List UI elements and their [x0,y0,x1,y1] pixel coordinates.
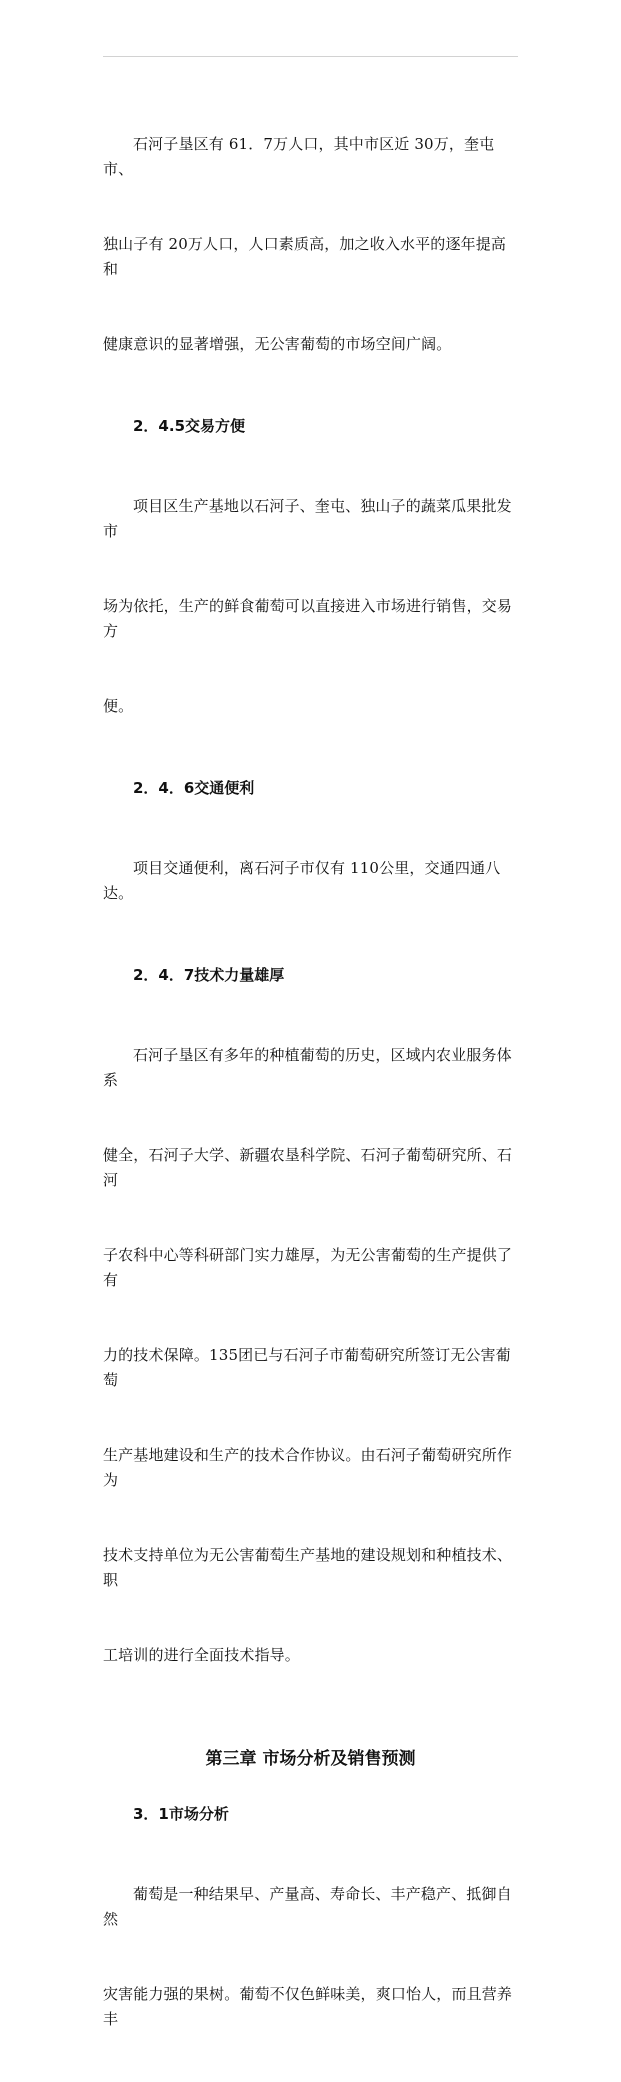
text-line: 独山子有 20万人口，人口素质高，加之收入水平的逐年提高和 [103,235,507,278]
text-line: 健全，石河子大学、新疆农垦科学院、石河子葡萄研究所、石河 [103,1146,513,1189]
text-line: 技术支持单位为无公害葡萄生产基地的建设规划和种植技术、职 [103,1546,513,1589]
text-line: 健康意识的显著增强，无公害葡萄的市场空间广阔。 [103,335,452,353]
document-body [103,82,518,2082]
text-line: 生产基地建设和生产的技术合作协议。由石河子葡萄研究所作为 [103,1446,513,1489]
text-line: 石河子垦区有多年的种植葡萄的历史，区域内农业服务体系 [103,1046,512,1089]
header-rule [103,56,518,57]
text-line: 项目交通便利，离石河子市仅有 110公里，交通四通八达。 [103,859,501,902]
text-line: 便。 [103,697,134,715]
paragraph-market [103,1832,518,2082]
text-line: 项目区生产基地以石河子、奎屯、独山子的蔬菜瓜果批发市 [103,497,512,540]
section-heading-3-1: 3．1市场分析 [133,1805,229,1823]
text-line: 力的技术保障。135团已与石河子市葡萄研究所签订无公害葡萄 [103,1346,511,1389]
text-line: 场为依托，生产的鲜食葡萄可以直接进入市场进行销售，交易方 [103,597,513,640]
section-heading-2-4-5: 2．4.5交易方便 [133,417,246,435]
section-heading-2-4-6: 2．4．6交通便利 [133,779,255,797]
text-line: 石河子垦区有 61．7万人口，其中市区近 30万，奎屯市、 [103,135,495,178]
text-line: 工培训的进行全面技术指导。 [103,1646,300,1664]
paragraph-technology [103,993,518,1718]
paragraph-trade [103,444,518,769]
text-line: 灾害能力强的果树。葡萄不仅色鲜味美，爽口怡人，而且营养丰 [103,1985,513,2028]
chapter-title: 第三章 市场分析及销售预测 [205,1749,416,1769]
text-line: 子农科中心等科研部门实力雄厚，为无公害葡萄的生产提供了有 [103,1246,513,1289]
paragraph-population [103,82,518,407]
paragraph-transport [103,806,518,956]
section-heading-2-4-7: 2．4．7技术力量雄厚 [133,966,285,984]
text-line: 葡萄是一种结果早、产量高、寿命长、丰产稳产、抵御自然 [103,1885,512,1928]
